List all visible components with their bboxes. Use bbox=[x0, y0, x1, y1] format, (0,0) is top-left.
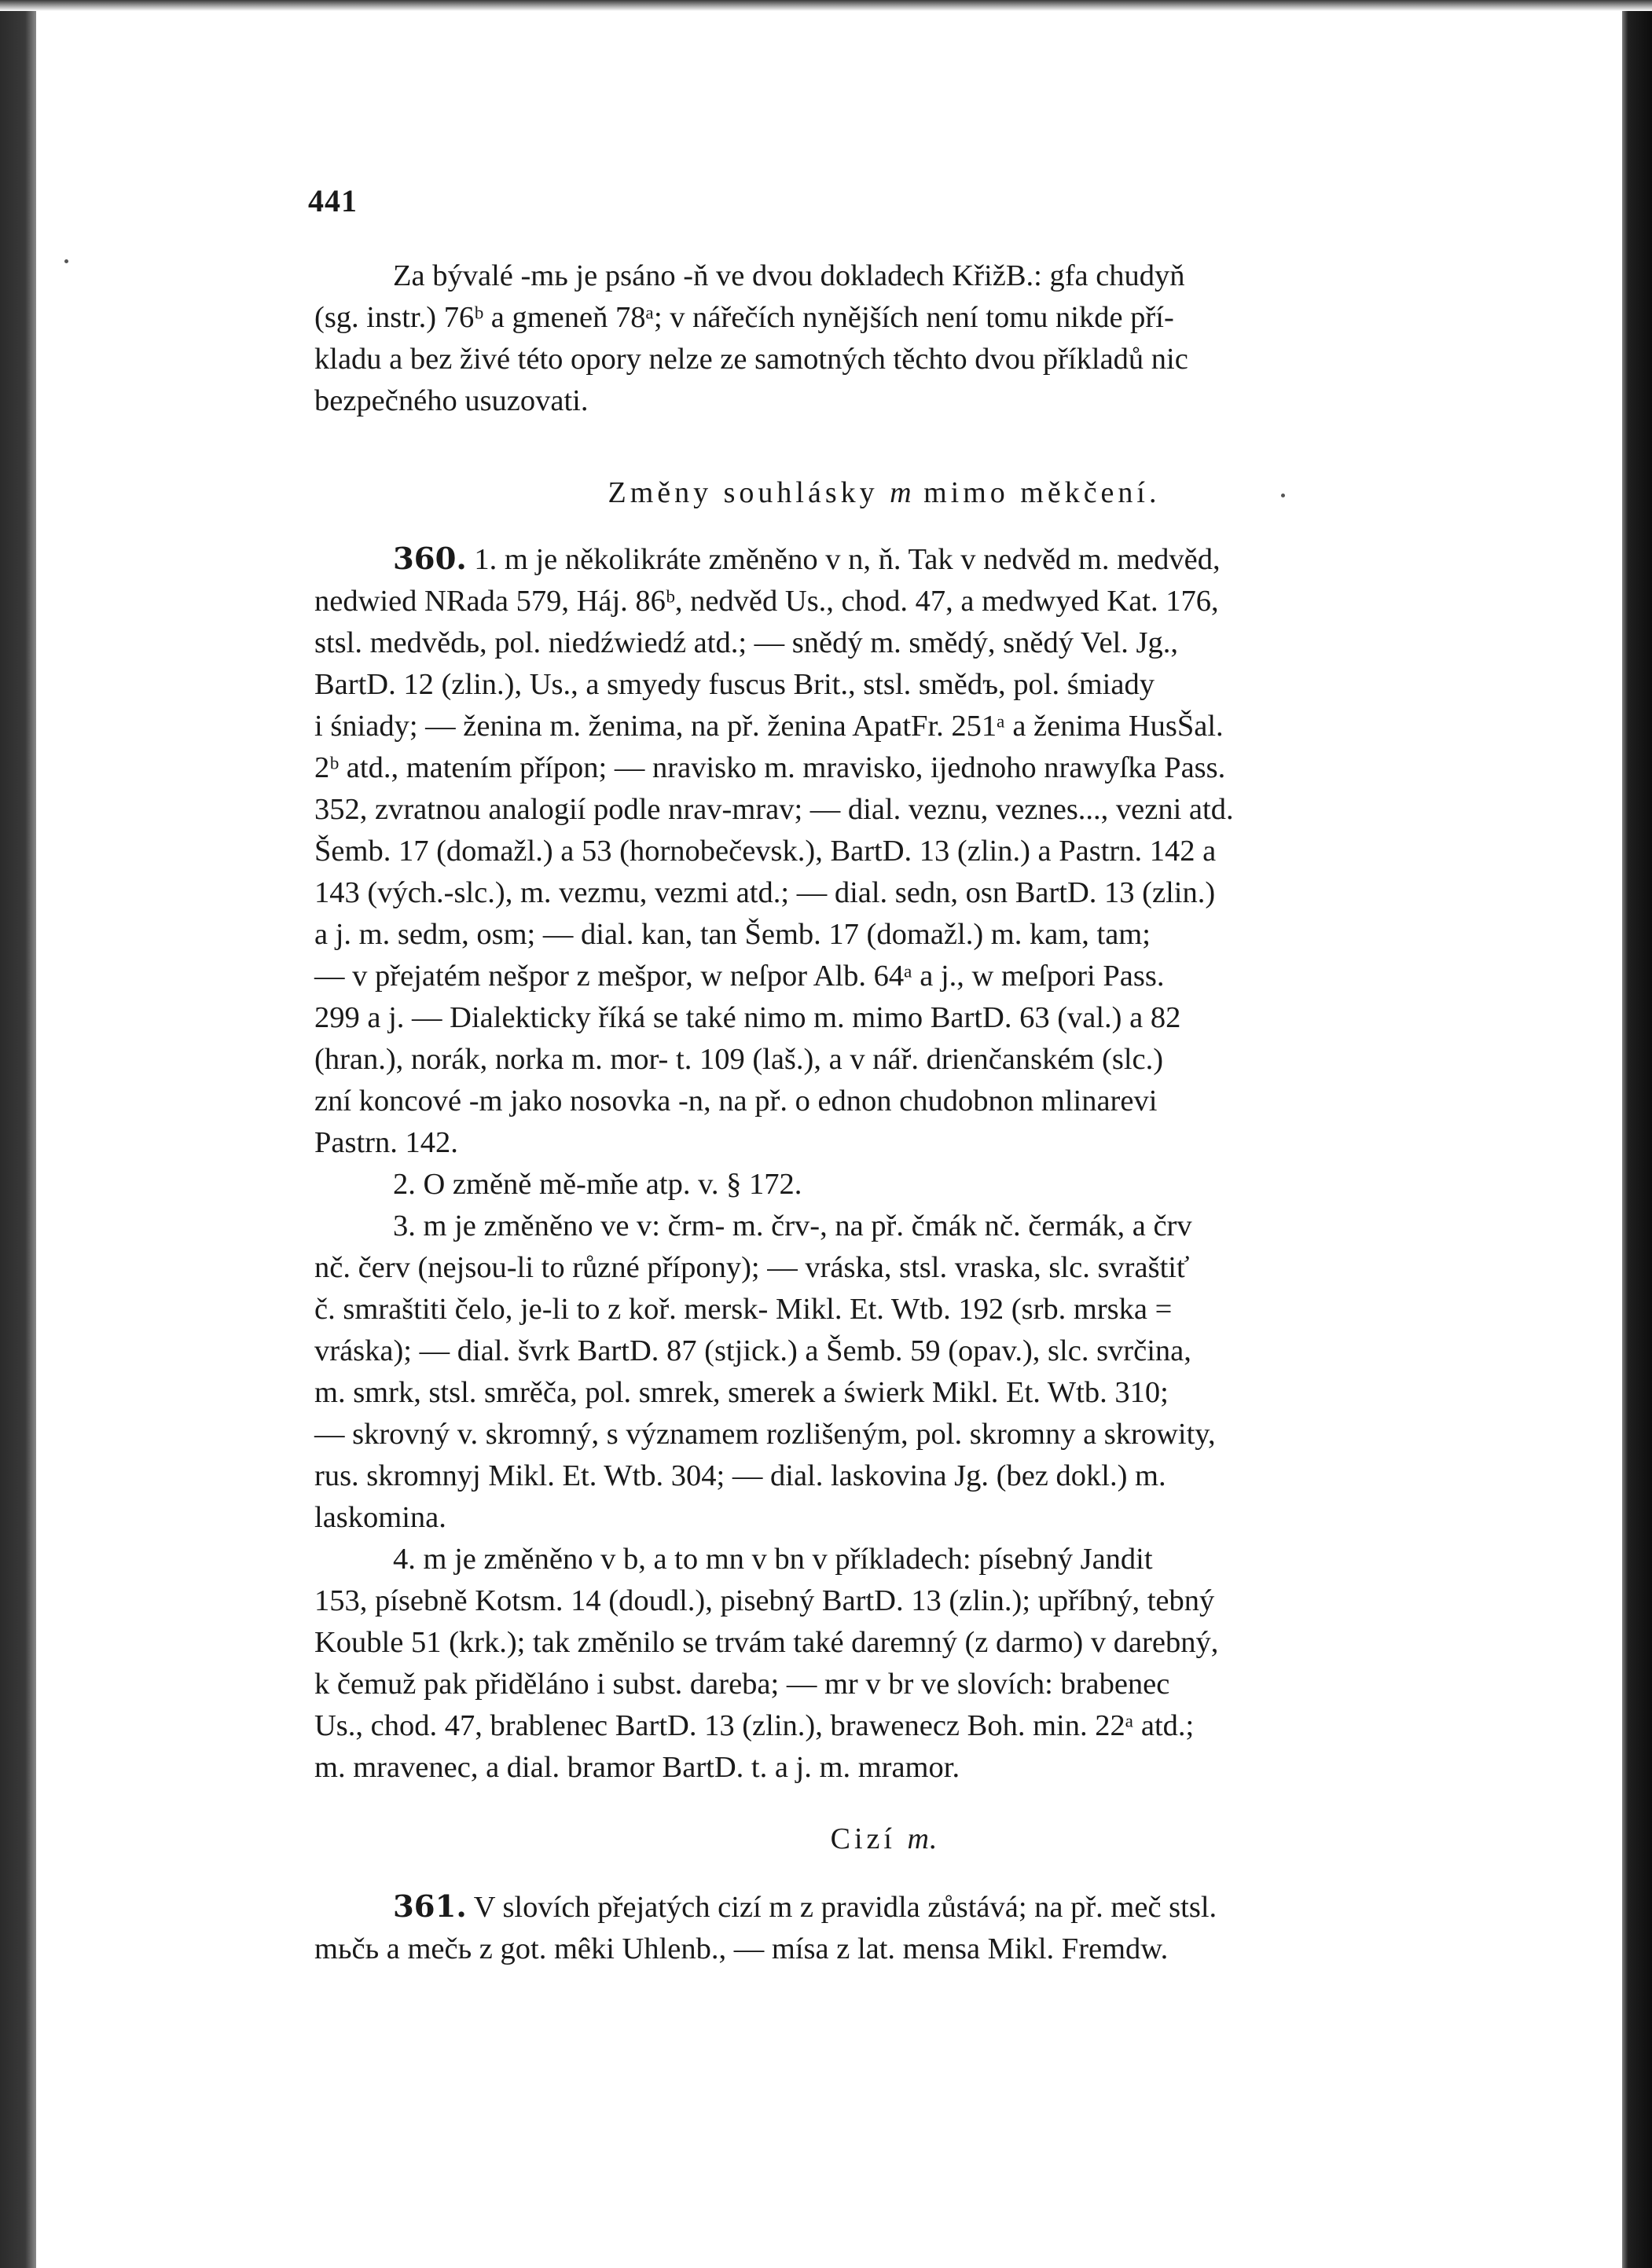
section-360-line: 143 (vých.-slc.), m. vezmu, vezmi atd.; — dial. sedn, osn BartD. 13 (zlin.) bbox=[314, 876, 1216, 909]
section-360-line: stsl. medvědь, pol. niedźwiedź atd.; — snědý m. smědý, snědý Vel. Jg., bbox=[314, 626, 1178, 659]
section-360-line: Pastrn. 142. bbox=[314, 1126, 458, 1159]
section-360-line: a j. m. sedm, osm; — dial. kan, tan Šemb. 17 (domažl.) m. kam, tam; bbox=[314, 918, 1151, 951]
intro-paragraph bbox=[314, 255, 1454, 422]
intro-line: Za bývalé -mь je psáno -ň ve dvou dokladech KřižB.: gfa chudyň bbox=[393, 259, 1185, 292]
section-360-line: 2ᵇ atd., matením přípon; — nravisko m. mravisko, ijednoho nrawyſka Pass. bbox=[314, 751, 1226, 784]
stray-dot bbox=[1281, 494, 1285, 497]
intro-line: bezpečného usuzovati. bbox=[314, 384, 589, 417]
intro-line: kladu a bez živé této opory nelze ze samotných těchto dvou příkladů nic bbox=[314, 343, 1188, 376]
section-360 bbox=[314, 538, 1454, 1789]
stray-dot bbox=[64, 259, 68, 263]
item-3-line: rus. skromnyj Mikl. Et. Wtb. 304; — dial. laskovina Jg. (bez dokl.) m. bbox=[314, 1459, 1166, 1492]
item-4-line: Us., chod. 47, brablenec BartD. 13 (zlin.), brawenecz Boh. min. 22ᵃ atd.; bbox=[314, 1709, 1195, 1742]
item-2: 2. O změně mě-mňe atp. v. § 172. bbox=[393, 1168, 802, 1201]
heading-text: Cizí bbox=[830, 1822, 896, 1855]
section-heading-foreign bbox=[314, 1822, 1454, 1856]
item-4-line: m. mravenec, a dial. bramor BartD. t. a j. m. mramor. bbox=[314, 1751, 960, 1784]
item-3-line: m. smrk, stsl. smrěča, pol. smrek, smerek a świerk Mikl. Et. Wtb. 310; bbox=[314, 1376, 1169, 1409]
section-361-line: 361. V slovích přejatých cizí m z pravidla zůstává; na př. meč stsl. bbox=[393, 1889, 1217, 1925]
section-360-line: 360. 1. m je několikráte změněno v n, ň. Tak v nedvěd m. medvěd, bbox=[393, 541, 1221, 577]
section-360-line: i śniady; — ženina m. ženima, na př. ženina ApatFr. 251ᵃ a ženima HusŠal. bbox=[314, 710, 1224, 743]
section-number: 360. bbox=[393, 541, 467, 577]
section-number: 361. bbox=[393, 1889, 467, 1925]
item-4-line: Kouble 51 (krk.); tak změnilo se trvám také daremný (z darmo) v darebný, bbox=[314, 1626, 1219, 1659]
section-360-line: zní koncové -m jako nosovka -n, na př. o ednon chudobnon mlinarevi bbox=[314, 1084, 1158, 1117]
intro-line: (sg. instr.) 76ᵇ a gmeneň 78ᵃ; v nářečích nynějších není tomu nikde pří- bbox=[314, 301, 1174, 334]
item-3-line: — skrovný v. skromný, s významem rozlišeným, pol. skromny a skrowity, bbox=[314, 1418, 1216, 1451]
scan-edge-right bbox=[1622, 0, 1652, 2268]
item-3-line: nč. červ (nejsou-li to různé přípony); — vráska, stsl. vraska, slc. svraštiť bbox=[314, 1251, 1190, 1284]
item-4-line: 4. m je změněno v b, a to mn v bn v příkladech: písebný Jandit bbox=[393, 1543, 1153, 1576]
section-361-line: mьčь a mečь z got. mêki Uhlenb., — mísa z lat. mensa Mikl. Fremdw. bbox=[314, 1932, 1169, 1965]
scan-edge-left bbox=[0, 0, 36, 2268]
section-360-line: — v přejatém nešpor z mešpor, w neſpor Alb. 64ᵃ a j., w meſpori Pass. bbox=[314, 960, 1165, 993]
heading-text: Změny souhlásky bbox=[608, 476, 879, 509]
item-4-line: 153, písebně Kotsm. 14 (doudl.), pisebný BartD. 13 (zlin.); upříbný, tebný bbox=[314, 1584, 1215, 1617]
heading-text: mimo měkčení. bbox=[923, 476, 1161, 509]
item-3-line: 3. m je změněno ve v: črm- m. črv-, na př. čmák nč. čermák, a črv bbox=[393, 1209, 1192, 1242]
section-heading-changes bbox=[314, 475, 1454, 510]
item-4-line: k čemuž pak přiděláno i subst. dareba; — mr v br ve slovích: brabenec bbox=[314, 1668, 1170, 1701]
section-361 bbox=[314, 1886, 1454, 1970]
section-360-line: BartD. 12 (zlin.), Us., a smyedy fuscus Brit., stsl. smědъ, pol. śmiady bbox=[314, 668, 1155, 701]
item-3-line: vráska); — dial. švrk BartD. 87 (stjick.) a Šemb. 59 (opav.), slc. svrčina, bbox=[314, 1334, 1191, 1367]
item-3-line: laskomina. bbox=[314, 1501, 446, 1534]
heading-letter: m bbox=[890, 476, 912, 509]
section-360-line: 352, zvratnou analogií podle nrav-mrav; — dial. veznu, veznes..., vezni atd. bbox=[314, 793, 1234, 826]
section-360-line: Šemb. 17 (domažl.) a 53 (hornobečevsk.), BartD. 13 (zlin.) a Pastrn. 142 a bbox=[314, 835, 1217, 868]
item-3-line: č. smraštiti čelo, je-li to z koř. mersk- Mikl. Et. Wtb. 192 (srb. mrska = bbox=[314, 1293, 1173, 1326]
page-number: 441 bbox=[308, 183, 358, 218]
heading-letter: m. bbox=[907, 1822, 938, 1855]
section-360-line: nedwied NRada 579, Háj. 86ᵇ, nedvěd Us., chod. 47, a medwyed Kat. 176, bbox=[314, 585, 1219, 618]
section-360-line: (hran.), norák, norka m. mor- t. 109 (laš.), a v nář. drienčanském (slc.) bbox=[314, 1043, 1164, 1076]
section-360-line: 299 a j. — Dialekticky říká se také nimo m. mimo BartD. 63 (val.) a 82 bbox=[314, 1001, 1181, 1034]
scan-edge-top bbox=[0, 0, 1652, 11]
